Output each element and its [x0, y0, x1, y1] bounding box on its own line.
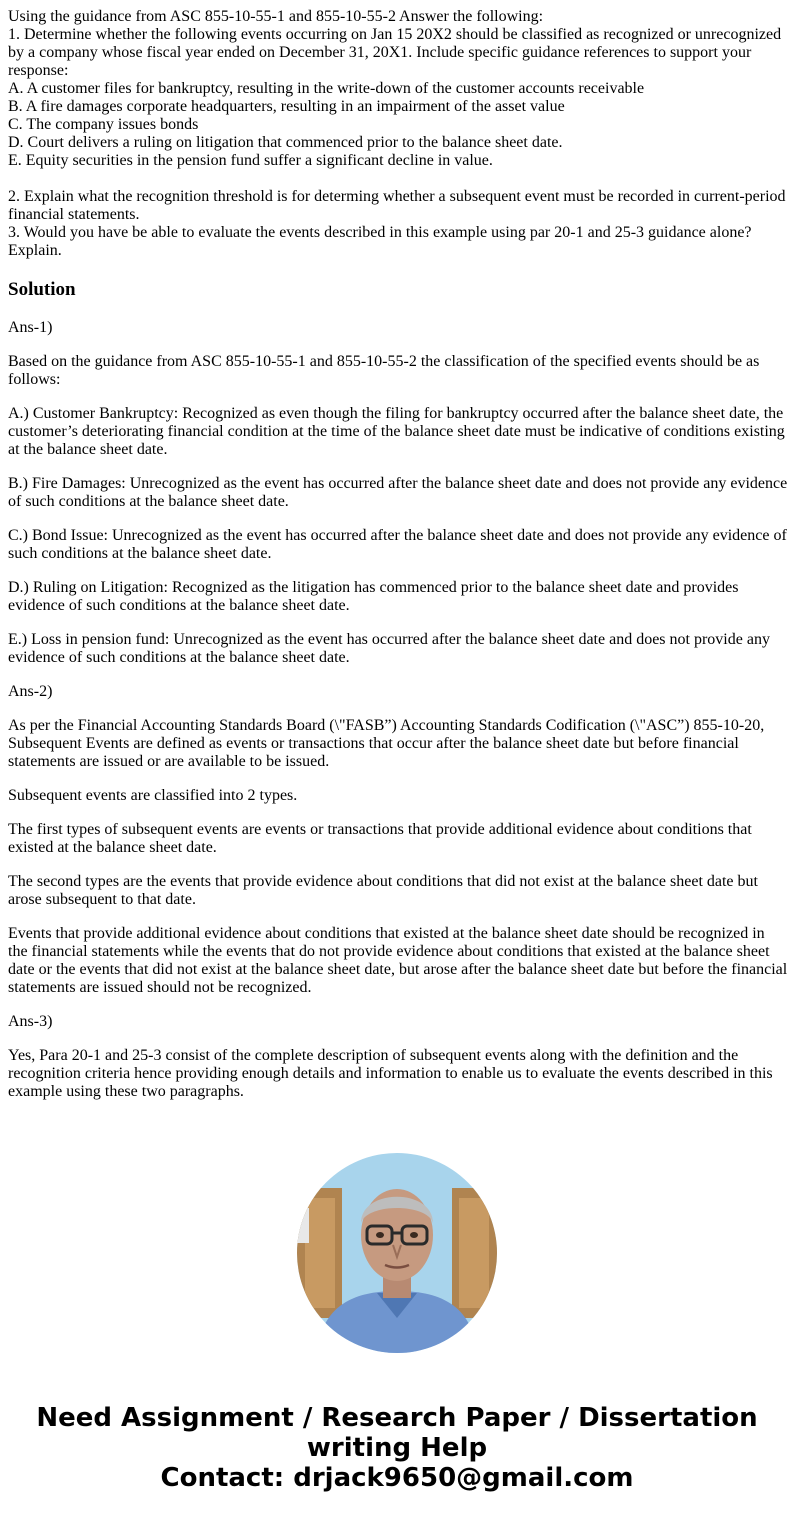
promo-line: writing Help — [306, 1433, 488, 1463]
question-2: 2. Explain what the recognition threshold is for determing whether a subsequent event must be recorded in current-period financial statements. — [8, 188, 786, 223]
answer-paragraph: C.) Bond Issue: Unrecognized as the event has occurred after the balance sheet date and does not provide any evidence of such conditions at the balance sheet date. — [8, 527, 787, 562]
answer-paragraph: Based on the guidance from ASC 855-10-55-1 and 855-10-55-2 the classification of the specified events should be as follows: — [8, 353, 760, 388]
answer-paragraph: E.) Loss in pension fund: Unrecognized as the event has occurred after the balance sheet date and does not provide any evidence of such conditions at the balance sheet date. — [8, 631, 770, 666]
solution-heading: Solution — [8, 279, 76, 300]
question-1: 1. Determine whether the following events occurring on Jan 15 20X2 should be classified as recognized or unrecognized by a company whose fiscal year ended on December 31, 20X1. Include specific guidance references to support your response: — [8, 26, 782, 79]
answer-paragraph: Ans-1) — [8, 319, 53, 336]
answer-paragraph: Events that provide additional evidence about conditions that existed at the balance sheet date should be recognized in the financial statements while the events that do not provide evidence about conditions that existed at the balance sheet date or the events that did not exist at the balance sheet date, but arose after the balance sheet date but before the financial statements are issued should not be recognized. — [8, 925, 788, 996]
promo-contact: Contact: drjack9650@gmail.com — [160, 1463, 634, 1493]
answer-paragraph: Ans-3) — [8, 1013, 53, 1030]
promo-line: Need Assignment / Research Paper / Dissertation — [36, 1403, 758, 1433]
answer-paragraph: Subsequent events are classified into 2 types. — [8, 787, 298, 804]
spacer — [8, 170, 788, 188]
question-item-b: B. A fire damages corporate headquarters, resulting in an impairment of the asset value — [8, 98, 565, 115]
answer-paragraph: D.) Ruling on Litigation: Recognized as the litigation has commenced prior to the balance sheet date and provides evidence of such conditions at the balance sheet date. — [8, 579, 739, 614]
avatar-photo — [297, 1153, 497, 1353]
answer-paragraph: The second types are the events that provide evidence about conditions that did not exist at the balance sheet date but arose subsequent to that date. — [8, 873, 758, 908]
question-intro: Using the guidance from ASC 855-10-55-1 and 855-10-55-2 Answer the following: — [8, 8, 544, 25]
document-body — [8, 8, 788, 1117]
question-3: 3. Would you have be able to evaluate the events described in this example using par 20-1 and 25-3 guidance alone? Explain. — [8, 224, 752, 259]
answer-paragraph: Yes, Para 20-1 and 25-3 consist of the complete description of subsequent events along with the definition and the recognition criteria hence providing enough details and information to enable us to evaluate the events described in this example using these two paragraphs. — [8, 1047, 773, 1100]
answer-paragraph: The first types of subsequent events are events or transactions that provide additional evidence about conditions that existed at the balance sheet date. — [8, 821, 752, 856]
answer-paragraph: As per the Financial Accounting Standards Board (\"FASB”) Accounting Standards Codification (\"ASC”) 855-10-20, Subsequent Events are defined as events or transactions that occur after the balance sheet date but before financial statements are issued or are available to be issued. — [8, 717, 765, 770]
question-item-a: A. A customer files for bankruptcy, resulting in the write-down of the customer accounts receivable — [8, 80, 645, 97]
promo-banner — [0, 1403, 794, 1493]
answer-paragraph: B.) Fire Damages: Unrecognized as the event has occurred after the balance sheet date and does not provide any evidence of such conditions at the balance sheet date. — [8, 475, 788, 510]
question-item-e: E. Equity securities in the pension fund suffer a significant decline in value. — [8, 152, 493, 169]
question-item-d: D. Court delivers a ruling on litigation that commenced prior to the balance sheet date. — [8, 134, 563, 151]
answer-paragraph: A.) Customer Bankruptcy: Recognized as even though the filing for bankruptcy occurred after the balance sheet date, the customer’s deteriorating financial condition at the time of the balance sheet date must be indicative of conditions existing at the balance sheet date. — [8, 405, 785, 458]
question-block — [8, 8, 788, 260]
answer-paragraph: Ans-2) — [8, 683, 53, 700]
author-avatar — [297, 1153, 497, 1353]
question-item-c: C. The company issues bonds — [8, 116, 199, 133]
solution-block — [8, 319, 788, 1101]
